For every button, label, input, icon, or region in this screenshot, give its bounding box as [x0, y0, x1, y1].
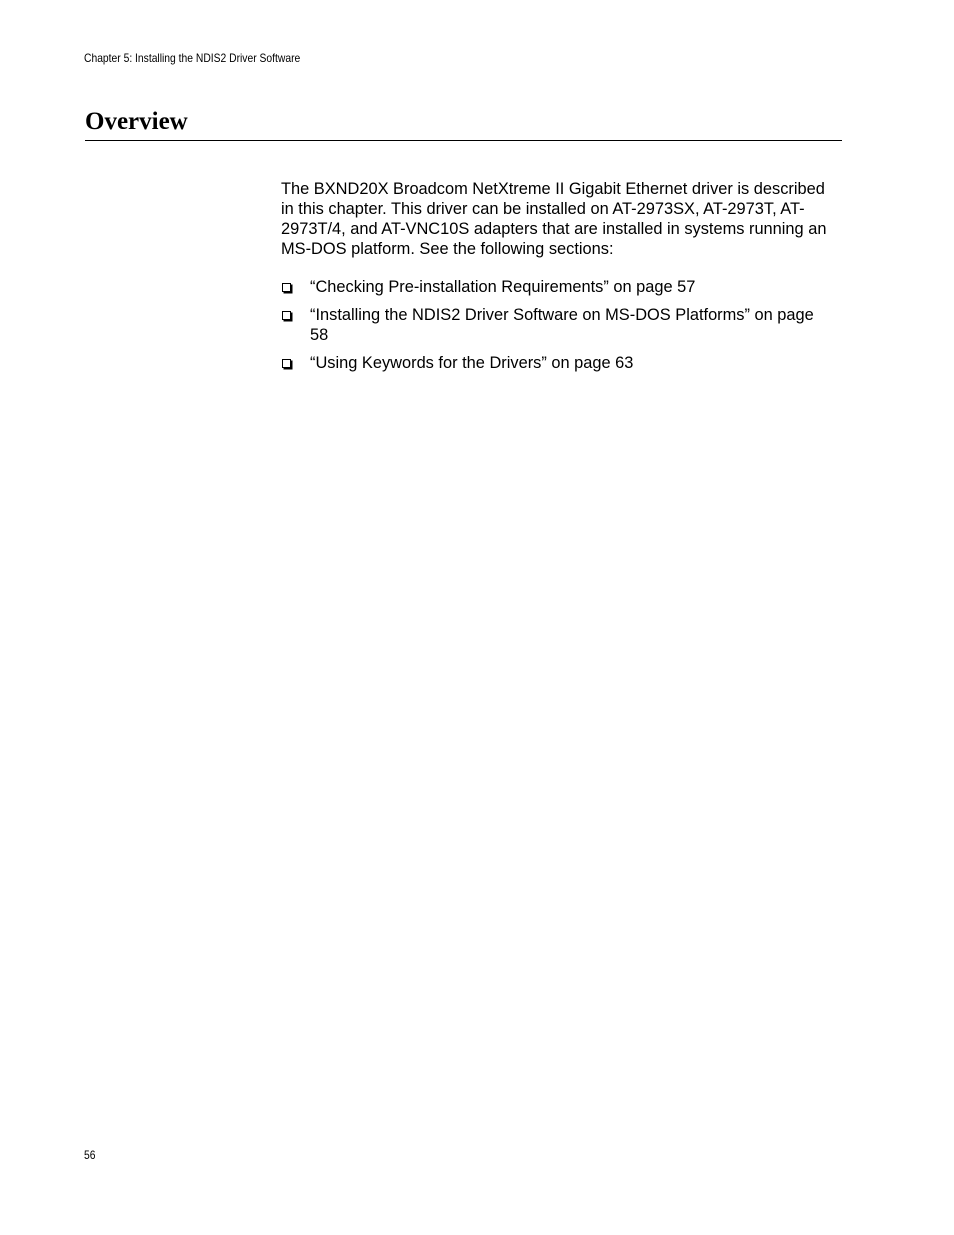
list-item: [281, 305, 821, 345]
intro-paragraph: The BXND20X Broadcom NetXtreme II Gigabit Ethernet driver is described in this chapter. This driver can be installed on AT-2973SX, AT-2973T, AT-2973T/4, and AT-VNC10S adapters that are installed in systems running an MS-DOS platform. See the following sections:: [281, 180, 827, 258]
checkbox-icon: [282, 359, 291, 368]
section-list: [281, 277, 821, 381]
running-header: Chapter 5: Installing the NDIS2 Driver Software: [84, 51, 301, 65]
section-title: Overview: [85, 108, 188, 135]
page-number: 56: [84, 1148, 96, 1162]
list-item: [281, 277, 821, 297]
list-item-text: “Checking Pre-installation Requirements” on page 57: [310, 278, 696, 296]
checkbox-icon: [282, 311, 291, 320]
list-item-text: “Installing the NDIS2 Driver Software on MS-DOS Platforms” on page 58: [310, 306, 814, 344]
checkbox-icon: [282, 283, 291, 292]
list-item: [281, 353, 821, 373]
title-rule: [85, 140, 842, 141]
list-item-text: “Using Keywords for the Drivers” on page 63: [310, 354, 634, 372]
